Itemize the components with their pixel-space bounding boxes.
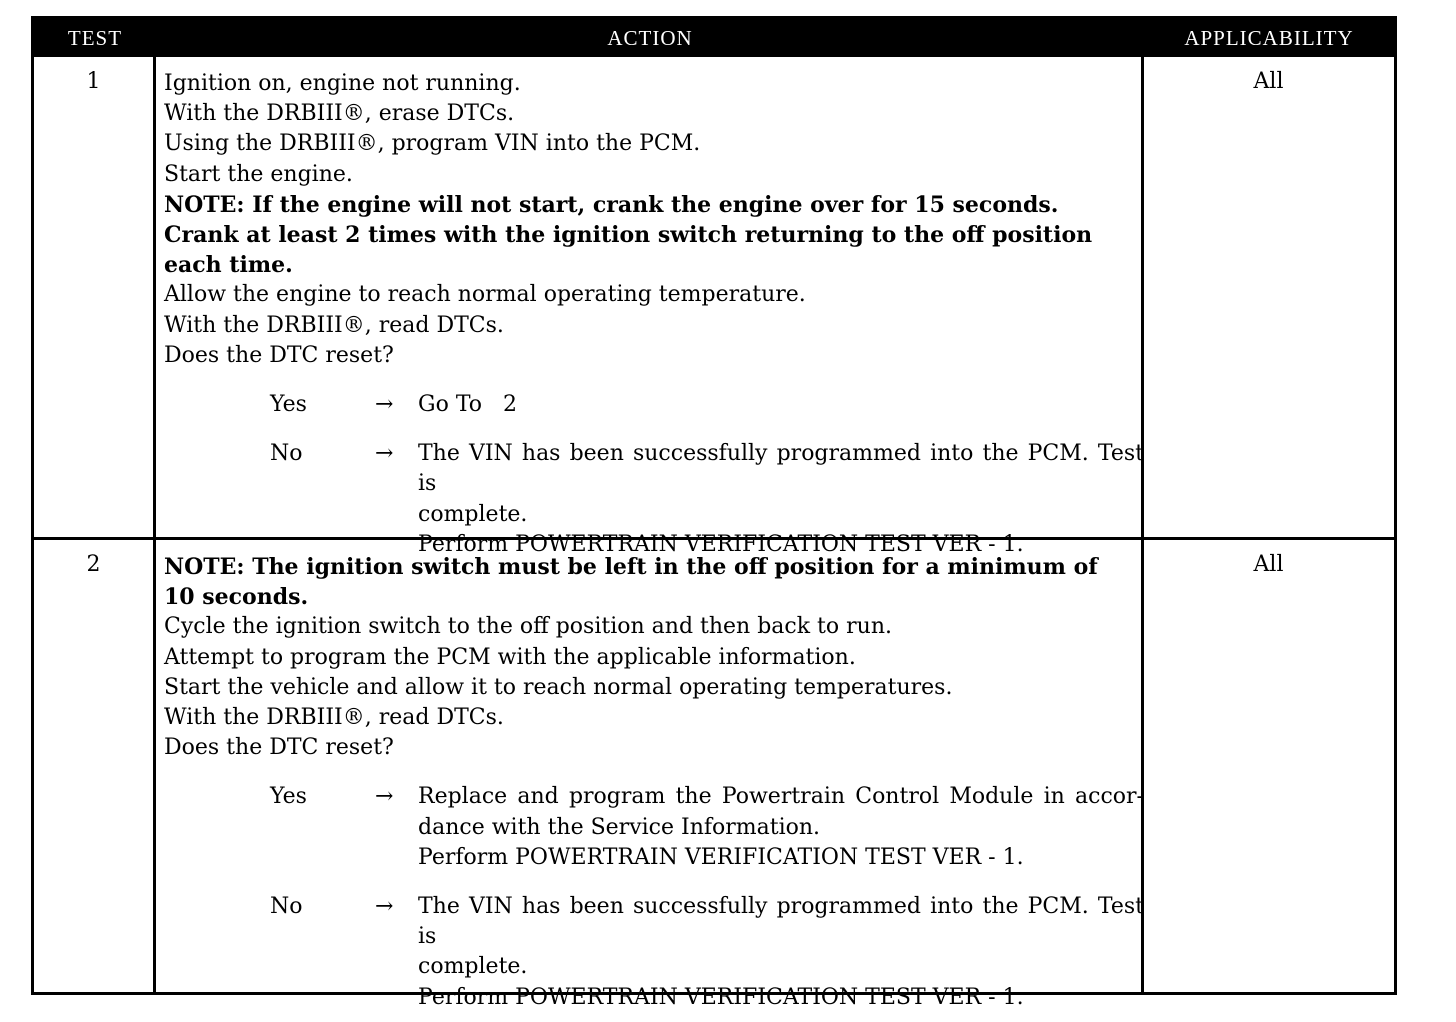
row-2-test-number: 2	[86, 552, 101, 577]
action-line: Does the DTC reset?	[164, 342, 394, 368]
no-text: Perform POWERTRAIN VERIFICATION TEST VER - 1.	[418, 531, 1024, 557]
action-line: Allow the engine to reach normal operating temperature.	[164, 282, 806, 308]
action-line: Attempt to program the PCM with the applicable information.	[164, 644, 856, 670]
note-line: 10 seconds.	[164, 584, 309, 611]
yes-option	[164, 782, 1144, 873]
arrow-icon: →	[375, 441, 394, 467]
note-line: NOTE: If the engine will not start, crank the engine over for 15 seconds.	[164, 191, 1059, 218]
no-option	[164, 892, 1144, 1013]
yes-text: Go To 2	[418, 392, 517, 418]
action-line: Using the DRBIII®, program VIN into the PCM.	[164, 131, 701, 157]
yes-label: Yes	[270, 392, 307, 418]
header-applicability: APPLICABILITY	[1184, 26, 1354, 50]
header-action: ACTION	[607, 26, 693, 50]
row-1-applicability: All	[1253, 69, 1284, 94]
yes-option	[164, 390, 1144, 420]
header-test: TEST	[67, 26, 123, 50]
no-text: complete.	[418, 501, 528, 527]
row-2-action	[164, 552, 1144, 1013]
no-label: No	[270, 894, 303, 920]
yes-label: Yes	[270, 784, 307, 810]
no-text: The VIN has been successfully programmed into the PCM. Test is	[418, 441, 1144, 497]
no-label: No	[270, 441, 303, 467]
action-line: Start the engine.	[164, 161, 353, 187]
action-line: Start the vehicle and allow it to reach normal operating temperatures.	[164, 674, 953, 700]
yes-text: Replace and program the Powertrain Control Module in accor-	[418, 784, 1144, 810]
yes-text: Perform POWERTRAIN VERIFICATION TEST VER - 1.	[418, 844, 1024, 870]
column-divider-1	[153, 57, 156, 992]
no-text: Perform POWERTRAIN VERIFICATION TEST VER - 1.	[418, 984, 1024, 1010]
action-line: With the DRBIII®, erase DTCs.	[164, 101, 515, 127]
action-line: Does the DTC reset?	[164, 735, 394, 761]
no-option	[164, 439, 1144, 560]
no-text: The VIN has been successfully programmed into the PCM. Test is	[418, 894, 1144, 950]
note-line: each time.	[164, 252, 293, 279]
note-line: NOTE: The ignition switch must be left in the off position for a minimum of	[164, 554, 1098, 580]
test-table	[31, 16, 1397, 1010]
no-text: complete.	[418, 954, 528, 980]
row-1-test-number: 1	[86, 69, 101, 94]
action-line: Ignition on, engine not running.	[164, 71, 521, 96]
action-line: With the DRBIII®, read DTCs.	[164, 312, 504, 338]
action-line: With the DRBIII®, read DTCs.	[164, 705, 504, 731]
arrow-icon: →	[375, 392, 394, 418]
yes-text: dance with the Service Information.	[418, 814, 821, 840]
arrow-icon: →	[375, 784, 394, 810]
row-2-applicability: All	[1253, 552, 1284, 577]
table-header	[34, 19, 1394, 57]
action-line: Cycle the ignition switch to the off position and then back to run.	[164, 614, 892, 640]
note-line: Crank at least 2 times with the ignition switch returning to the off position	[164, 222, 1093, 249]
row-1-action	[164, 69, 1144, 560]
arrow-icon: →	[375, 894, 394, 920]
